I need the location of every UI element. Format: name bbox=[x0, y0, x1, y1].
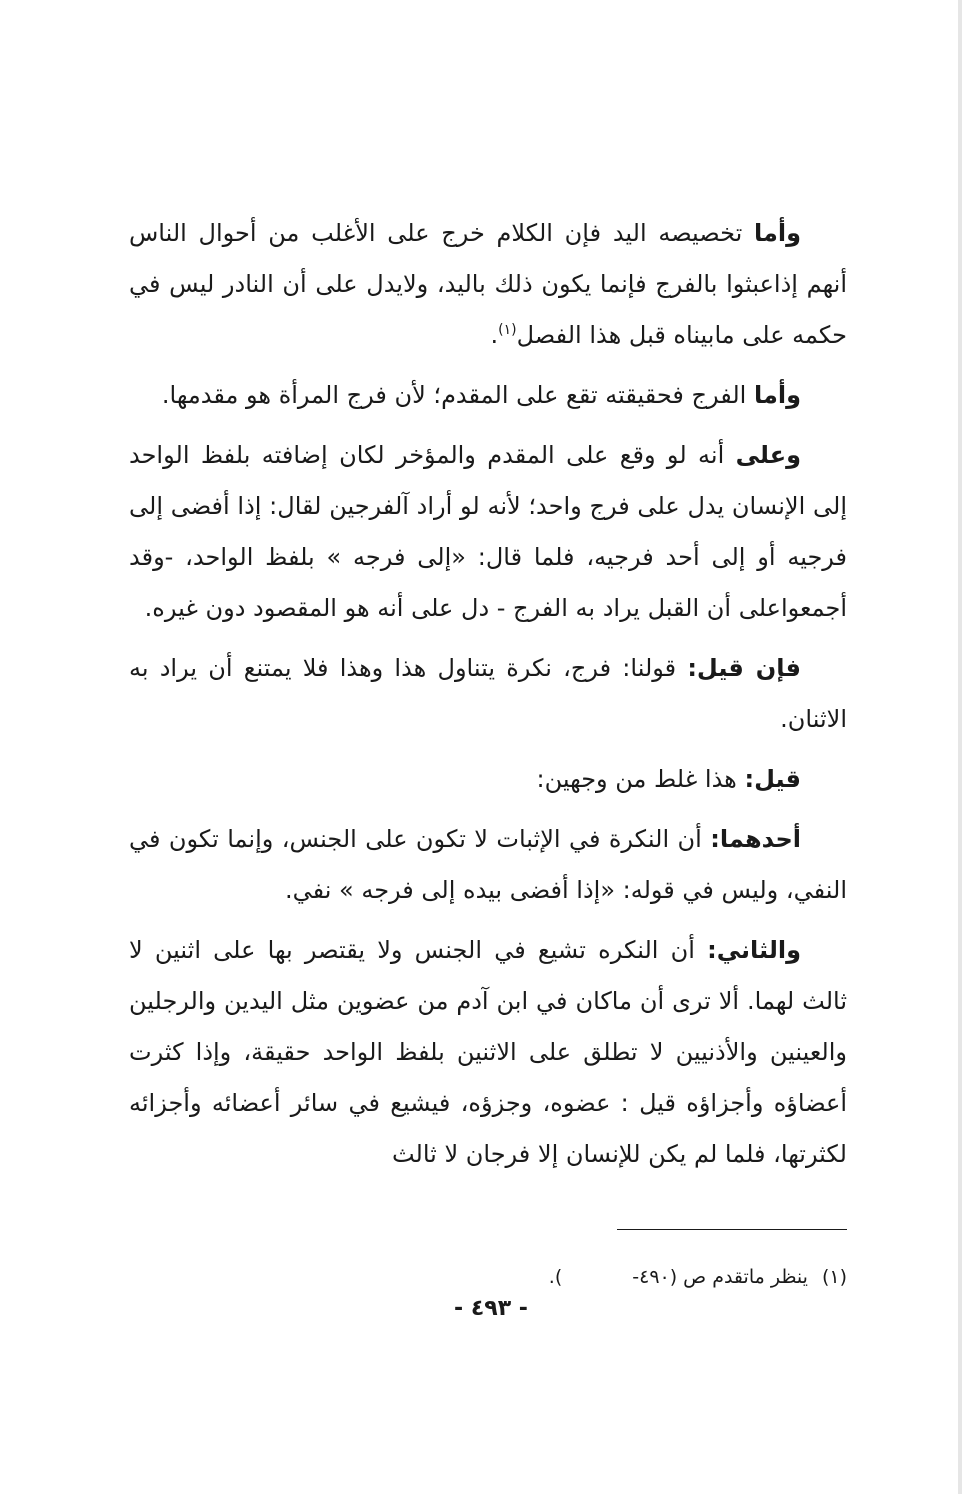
paragraph bbox=[129, 430, 847, 634]
paragraph bbox=[129, 814, 847, 916]
paragraph-lead: وأما bbox=[753, 219, 801, 247]
paragraph-lead: وعلى bbox=[735, 441, 801, 469]
paragraph-lead: والثاني: bbox=[707, 936, 801, 964]
footnote-number: (١) bbox=[821, 1266, 847, 1288]
paragraph bbox=[129, 754, 847, 805]
footnote-reference[interactable]: (١) bbox=[498, 322, 517, 338]
paragraph-body: أن النكرة في الإثبات لا تكون على الجنس، وإنما تكون في النفي، وليس في قوله: «إذا أفضى بيده إلى فرجه » نفي. bbox=[129, 825, 847, 904]
paragraph-body: أن النكره تشيع في الجنس ولا يقتصر بها على اثنين لا ثالث لهما. ألا ترى أن ماكان في ابن آدم من عضوين مثل اليدين والرجلين والعينين والأذنيين لا تطلق على الاثنين بلفظ الواحد حقيقة، وإذا كثرت أعضاؤه وأجزاؤه قيل : عضوه، وجزؤه، فيشيع في سائر أعضائه وأجزائه لكثرتها، فلما لم يكن للإنسان إلا فرجان لا ثالث bbox=[129, 936, 847, 1168]
paragraph-lead: وأما bbox=[753, 381, 801, 409]
paragraph-lead: أحدهما: bbox=[710, 825, 801, 853]
paragraph-body: تخصيصه اليد فإن الكلام خرج على الأغلب من أحوال الناس أنهم إذاعبثوا بالفرج فإنما يكون ذلك باليد، ولايدل على أن النادر ليس في حكمه على مابيناه قبل هذا الفصل bbox=[129, 219, 847, 349]
page-edge-shadow bbox=[958, 0, 962, 1494]
paragraph-body: الفرج فحقيقته تقع على المقدم؛ لأن فرج المرأة هو مقدمها. bbox=[161, 381, 754, 409]
main-text bbox=[129, 208, 847, 1189]
footnote-text-end: ). bbox=[548, 1266, 563, 1288]
page-number: - ٤٩٣ - bbox=[454, 1296, 528, 1321]
footnote bbox=[549, 1262, 847, 1292]
paragraph-body: قولنا: فرج، نكرة يتناول هذا وهذا فلا يمتنع أن يراد به الاثنان. bbox=[129, 654, 847, 733]
paragraph-body: هذا غلط من وجهين: bbox=[536, 765, 745, 793]
paragraph bbox=[129, 925, 847, 1180]
footnote-divider bbox=[617, 1229, 847, 1230]
paragraph-tail: . bbox=[490, 321, 499, 349]
paragraph-lead: فإن قيل: bbox=[687, 654, 801, 682]
paragraph-body: أنه لو وقع على المقدم والمؤخر لكان إضافته بلفظ الواحد إلى الإنسان يدل على فرج واحد؛ لأنه لو أراد آلفرجين لقال: إذا أفضى إلى فرجيه أو إلى أحد فرجيه، فلما قال: «إلى فرجه » بلفظ الواحد، -وقد أجمعواعلى أن القبل يراد به الفرج - دل على أنه هو المقصود دون غيره. bbox=[129, 441, 847, 622]
paragraph bbox=[129, 208, 847, 361]
paragraph bbox=[129, 643, 847, 745]
paragraph-lead: قيل: bbox=[744, 765, 801, 793]
paragraph bbox=[129, 370, 847, 421]
footnote-text-start: ينظر ماتقدم ص (٤٩٠- bbox=[632, 1266, 808, 1288]
